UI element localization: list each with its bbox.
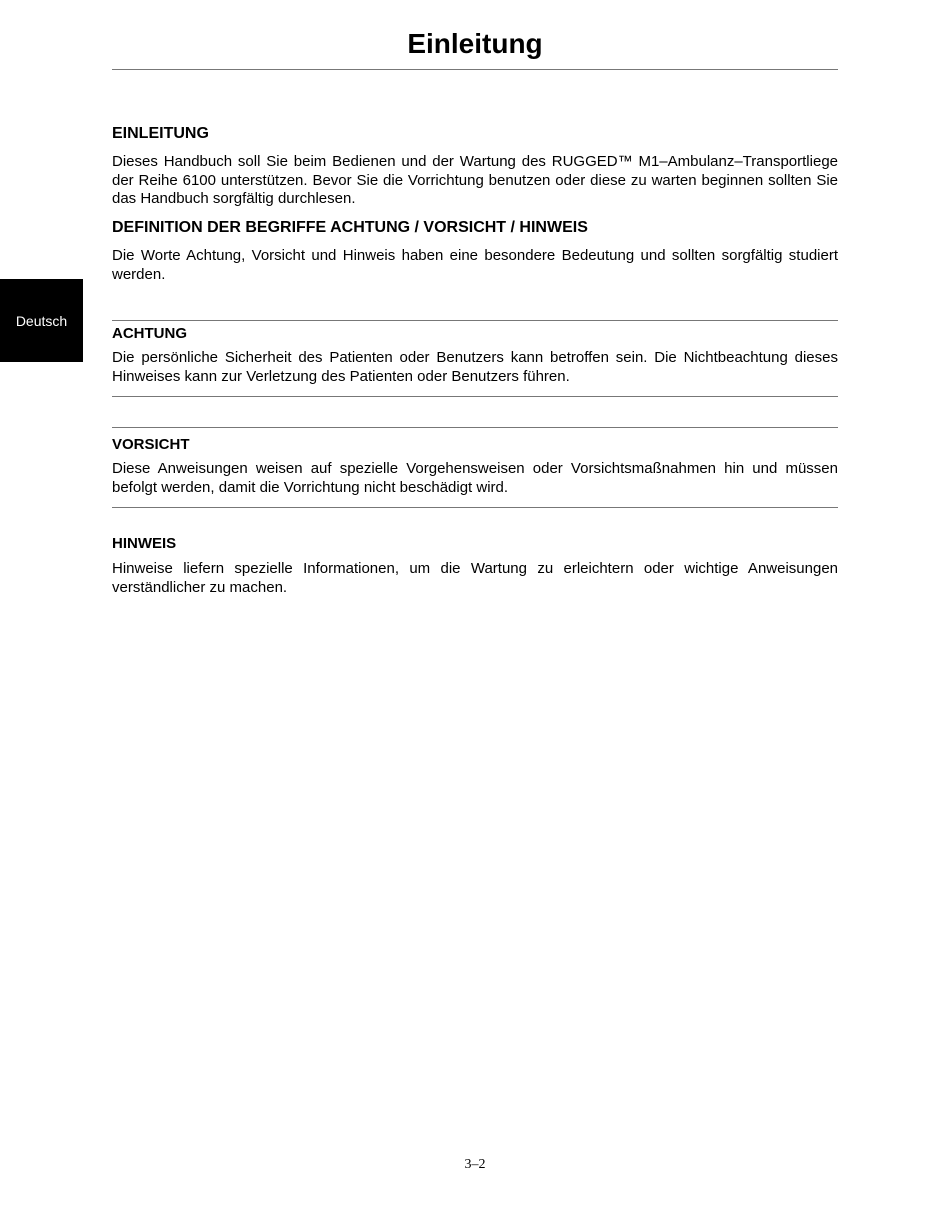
section-einleitung [112,124,838,209]
section-body-definition: Die Worte Achtung, Vorsicht und Hinweis haben eine besondere Bedeutung und sollten sorgfältig studiert werden. [112,247,838,283]
page-title: Einleitung [407,28,543,59]
notice-body-hinweis: Hinweise liefern spezielle Informationen, um die Wartung zu erleichtern oder wichtige Anweisungen verständlicher zu machen. [112,560,838,596]
page-number: 3–2 [464,1157,486,1172]
notice-vorsicht [112,435,838,497]
notice-achtung [112,324,838,386]
notice-body-vorsicht: Diese Anweisungen weisen auf spezielle Vorgehensweisen oder Vorsichtsmaßnahmen hin und müssen befolgt werden, damit die Vorrichtung nicht beschädigt wird. [112,460,838,496]
section-heading-einleitung: EINLEITUNG [112,125,209,142]
section-heading-definition: DEFINITION DER BEGRIFFE ACHTUNG / VORSICHT / HINWEIS [112,219,588,236]
vorsicht-bottom-divider [112,507,838,508]
notice-body-achtung: Die persönliche Sicherheit des Patienten oder Benutzers kann betroffen sein. Die Nichtbeachtung dieses Hinweises kann zur Verletzung des Patienten oder Benutzers führen. [112,349,838,385]
section-definition [112,218,838,284]
language-tab [0,279,83,362]
notice-heading-vorsicht: VORSICHT [112,436,190,453]
notice-heading-achtung: ACHTUNG [112,325,187,342]
notice-heading-hinweis: HINWEIS [112,535,177,552]
notice-hinweis [112,534,838,597]
achtung-bottom-divider [112,396,838,397]
section-body-einleitung: Dieses Handbuch soll Sie beim Bedienen und der Wartung des RUGGED™ M1–Ambulanz–Transportliege der Reihe 6100 unterstützen. Bevor Sie die Vorrichtung benutzen oder diese zu warten beginnen sollten Sie das Handbuch sorgfältig durchlesen. [112,153,838,207]
vorsicht-top-divider [112,427,838,428]
title-divider [112,69,838,70]
language-tab-label: Deutsch [15,312,68,329]
achtung-top-divider [112,320,838,321]
